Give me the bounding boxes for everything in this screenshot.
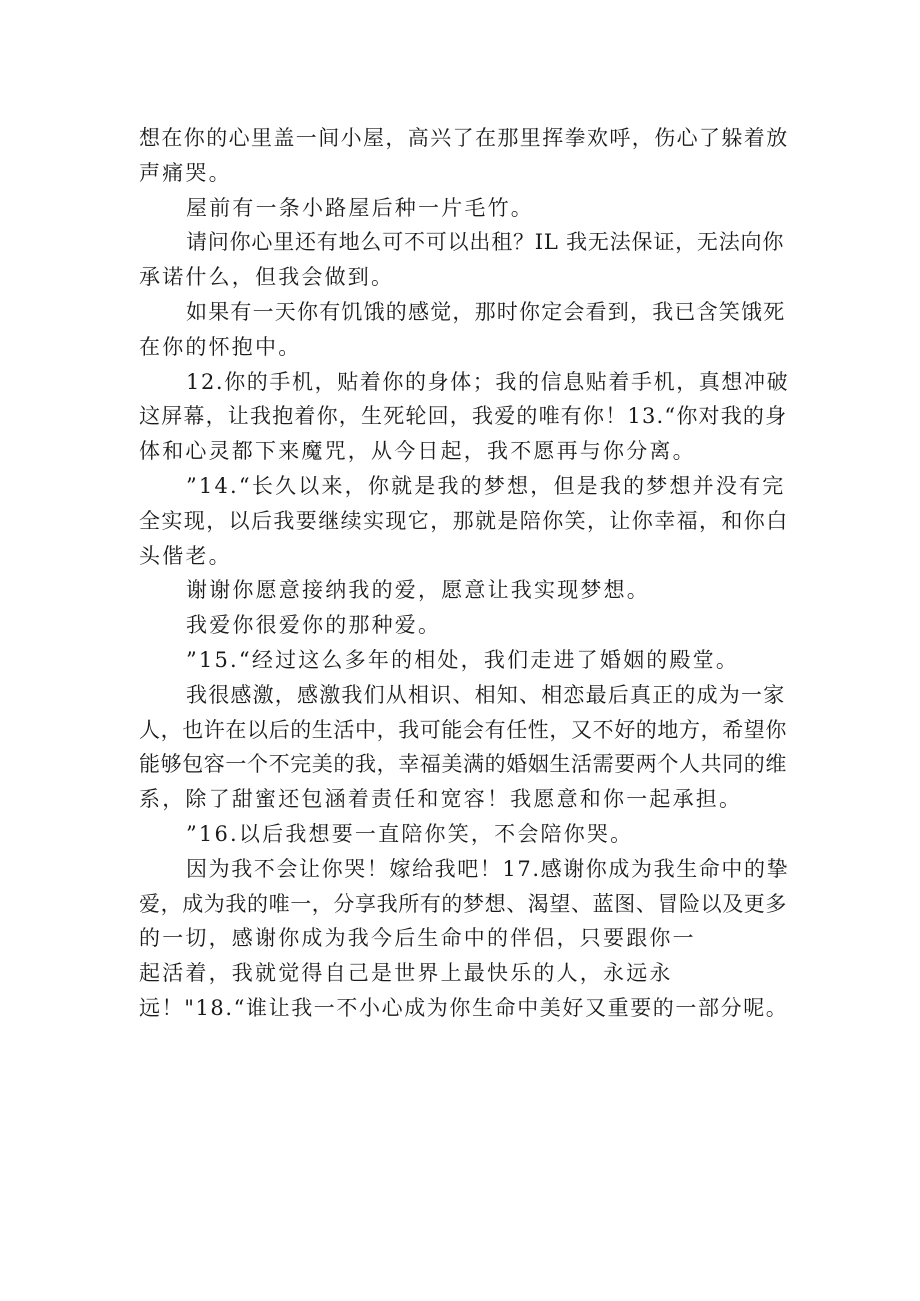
text-line: 请问你心里还有地么可不可以出租？IL 我无法保证，无法向你 xyxy=(186,230,785,255)
text-line: ”15.“经过这么多年的相处，我们走进了婚姻的殿堂。 xyxy=(186,647,740,672)
text-line: 屋前有一条小路屋后种一片毛竹。 xyxy=(186,195,534,220)
text-line: 我很感激，感激我们从相识、相知、相恋最后真正的成为一家 xyxy=(186,682,786,707)
text-line: 人，也许在以后的生活中，我可能会有任性，又不好的地方，希望你 xyxy=(139,717,787,742)
text-line: 体和心灵都下来魔咒，从今日起，我不愿再与你分离。 xyxy=(139,439,696,464)
document-body xyxy=(139,121,790,1026)
text-line: 我爱你很爱你的那种爱。 xyxy=(186,613,442,638)
text-line: 远！"18.“谁让我一不小心成为你生命中美好又重要的一部分呢。 xyxy=(139,995,789,1020)
text-line: 如果有一天你有饥饿的感觉，那时你定会看到，我已含笑饿死 xyxy=(186,299,786,324)
text-line: 系，除了甜蜜还包涵着责任和宽容！我愿意和你一起承担。 xyxy=(139,787,743,812)
text-line: ”16.以后我想要一直陪你笑，不会陪你哭。 xyxy=(186,821,634,846)
text-line: 全实现，以后我要继续实现它，那就是陪你笑，让你幸福，和你白 xyxy=(139,508,789,533)
text-line: 因为我不会让你哭！嫁给我吧！17.感谢你成为我生命中的挚 xyxy=(186,856,790,881)
text-line: ”14.“长久以来，你就是我的梦想，但是我的梦想并没有完 xyxy=(186,473,786,498)
text-line: 爱，成为我的唯一，分享我所有的梦想、渴望、蓝图、冒险以及更多 xyxy=(139,891,787,916)
text-line: 12.你的手机，贴着你的身体；我的信息贴着手机，真想冲破 xyxy=(186,369,790,394)
text-line: 声痛哭。 xyxy=(139,160,232,185)
text-line: 能够包容一个不完美的我，幸福美满的婚姻生活需要两个人共同的维 xyxy=(139,752,787,777)
text-line: 承诺什么，但我会做到。 xyxy=(139,265,395,290)
text-line: 这屏幕，让我抱着你，生死轮回，我爱的唯有你！13.“你对我的身 xyxy=(139,404,788,429)
text-line: 起活着，我就觉得自己是世界上最快乐的人，永远永 xyxy=(139,961,673,986)
text-line: 的一切，感谢你成为我今后生命中的伴侣，只要跟你一 xyxy=(139,926,696,951)
text-line: 在你的怀抱中。 xyxy=(139,334,302,359)
text-line: 头偕老。 xyxy=(139,543,232,568)
text-line: 谢谢你愿意接纳我的爱，愿意让我实现梦想。 xyxy=(186,578,650,603)
text-line: 想在你的心里盖一间小屋，高兴了在那里挥拳欢呼，伤心了躲着放 xyxy=(139,126,789,150)
